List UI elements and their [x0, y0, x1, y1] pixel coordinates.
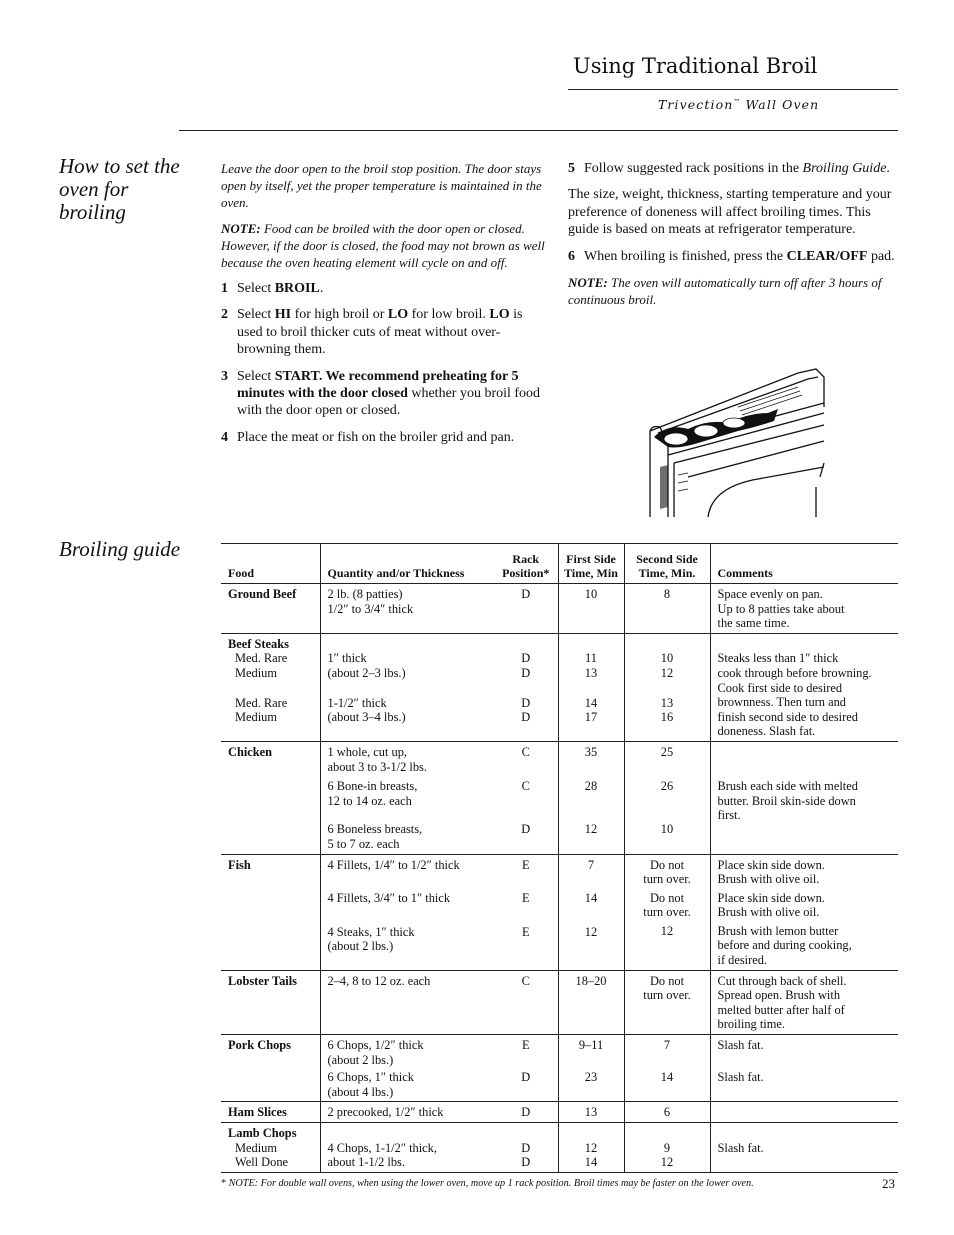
text: C	[521, 744, 530, 759]
table-cell	[558, 633, 624, 741]
table-cell	[221, 970, 320, 1034]
text: if desired.	[717, 953, 768, 968]
table-cell	[320, 741, 494, 854]
header-rule	[568, 89, 898, 90]
step-3: 3 Select START. We recommend preheating for 5 minutes with the door closed whether you broil food with the door open or closed.	[221, 368, 541, 419]
table-row	[221, 970, 898, 1034]
text: The oven will automatically turn off after 3 hours of continuous broil.	[568, 275, 882, 308]
text: 11	[585, 651, 597, 666]
text: Ham Slices	[228, 1105, 287, 1120]
text: 10	[660, 822, 674, 837]
table-row	[221, 633, 898, 741]
text: melted butter after half of	[717, 1002, 845, 1017]
step-6: 6 When broiling is finished, press the CLEAR/OFF pad.	[568, 248, 895, 264]
text: 17	[584, 710, 598, 725]
text: cook through before browning.	[717, 665, 872, 680]
text: (about 4 lbs.)	[327, 1084, 394, 1099]
table-cell	[710, 1102, 898, 1123]
page-subtitle: Trivection™ Wall Oven	[658, 97, 820, 112]
text: D	[521, 695, 531, 710]
text: first.	[717, 808, 741, 823]
table-cell	[221, 1102, 320, 1123]
text: about 3 to 3-1/2 lbs.	[327, 759, 427, 774]
text: doneness. Slash fat.	[717, 724, 816, 739]
text: 12	[660, 665, 674, 680]
footnote	[221, 1178, 861, 1189]
text: pad.	[867, 248, 895, 264]
text: 12	[660, 1155, 674, 1170]
table-cell	[320, 854, 494, 970]
text: 23	[584, 1069, 598, 1084]
table-cell: 6	[624, 1102, 710, 1123]
text: about 1-1/2 lbs.	[327, 1155, 405, 1170]
text: for high broil or	[291, 307, 388, 323]
step-2: 2 Select HI for high broil or LO for low broil. LO is used to broil thicker cuts of meat without over-browning them.	[221, 307, 523, 358]
table-cell: 2 precooked, 1/2″ thick	[320, 1102, 494, 1123]
text: Slash fat.	[717, 1140, 764, 1155]
text: 1	[221, 281, 228, 296]
text: Up to 8 patties take about	[717, 601, 845, 616]
text: Do not	[649, 973, 685, 988]
text: Slash fat.	[717, 1069, 764, 1084]
text: E	[521, 924, 530, 939]
text: Wall Oven	[740, 97, 820, 112]
col-header-second-side: Second Side Time, Min.	[624, 544, 710, 584]
text: Do not	[649, 857, 685, 872]
text: NOTE: For double wall ovens, when using the lower oven, move up 1 rack position. Broil times may be faster on the lower oven.	[226, 1178, 754, 1189]
text: butter. Broil skin-side down	[717, 793, 856, 808]
text: the same time.	[717, 616, 790, 631]
text: 12	[660, 923, 674, 938]
text: 7	[663, 1038, 671, 1053]
table-cell	[221, 1035, 320, 1102]
col-header-quantity: Quantity and/or Thickness	[320, 544, 494, 584]
text: Slash fat.	[717, 1038, 764, 1053]
table-row	[221, 1123, 898, 1173]
text: Cut through back of shell.	[717, 973, 847, 988]
text: (about 2–3 lbs.)	[327, 665, 406, 680]
text: 6 Chops, 1″ thick	[327, 1070, 414, 1085]
text: 1 whole, cut up,	[327, 744, 407, 759]
text: (about 3–4 lbs.)	[327, 710, 406, 725]
text: 7	[587, 857, 595, 872]
text: Pork Chops	[228, 1038, 291, 1053]
text: Food can be broiled with the door open or closed. However, if the door is closed, the food may not brown as well because the oven heating element will cycle on and off.	[221, 221, 545, 270]
page-title: Using Traditional Broil	[573, 54, 818, 78]
text: 10	[660, 651, 674, 666]
text: Select	[237, 368, 275, 384]
text: 4	[221, 429, 228, 445]
text: Spread open. Brush with	[717, 988, 841, 1003]
text: brownness. Then turn and	[717, 695, 846, 710]
table-cell: D	[494, 1102, 558, 1123]
text: Fish	[228, 857, 251, 872]
step-5: 5 Follow suggested rack positions in the Broiling Guide.	[568, 161, 890, 176]
text: E	[521, 857, 530, 872]
step-1: 1 Select BROIL.	[221, 281, 324, 296]
text: turn over.	[643, 988, 691, 1003]
text: turn over.	[643, 872, 691, 887]
text: 6 Boneless breasts,	[327, 822, 423, 837]
table-row	[221, 1035, 898, 1102]
text: 5 to 7 oz. each	[327, 836, 400, 851]
text: 4 Steaks, 1″ thick	[327, 924, 415, 939]
table-cell	[624, 854, 710, 970]
table-cell	[710, 854, 898, 970]
table-cell	[494, 633, 558, 741]
text: 14	[584, 695, 598, 710]
table-cell	[624, 633, 710, 741]
text: D	[521, 822, 531, 837]
food-name: Ground Beef	[228, 587, 297, 601]
table-cell	[558, 1035, 624, 1102]
text: 5	[568, 161, 575, 176]
text: 12	[584, 1140, 598, 1155]
table-row	[221, 741, 898, 854]
text: Steaks less than 1″ thick	[717, 651, 839, 666]
text: 4 Fillets, 3/4″ to 1″ thick	[327, 891, 451, 906]
table-cell	[494, 1035, 558, 1102]
text: D	[521, 665, 531, 680]
text: turn over.	[643, 905, 691, 920]
table-cell	[320, 1123, 494, 1173]
text: 3	[221, 368, 228, 384]
page-number: 23	[882, 1176, 895, 1191]
text: 9–11	[578, 1038, 604, 1053]
table-cell	[710, 1123, 898, 1173]
step-4	[221, 429, 551, 446]
text: Follow suggested rack positions in the	[584, 161, 803, 176]
text: broiling time.	[717, 1017, 785, 1032]
text: .	[886, 161, 890, 176]
text: 4 Fillets, 1/4″ to 1/2″ thick	[327, 857, 460, 872]
text: 2 lb. (8 patties)	[327, 587, 403, 601]
text: E	[521, 891, 530, 906]
table-cell	[320, 1035, 494, 1102]
col-header-food: Food	[221, 544, 320, 584]
table-cell: D	[494, 584, 558, 634]
text: 26	[660, 778, 674, 793]
text: 25	[660, 744, 674, 759]
broiling-guide-heading: Broiling guide	[59, 537, 181, 561]
text: Space evenly on pan.	[717, 587, 823, 601]
text: Select	[237, 307, 275, 323]
doneness-paragraph: The size, weight, thickness, starting temperature and your preference of doneness will affect broiling times. This guide is based on meats at refrigerator temperature.	[568, 187, 892, 238]
table-row	[221, 1102, 898, 1123]
table-cell	[624, 1035, 710, 1102]
table-cell: 13	[558, 1102, 624, 1123]
table-cell	[221, 854, 320, 970]
table-cell	[710, 741, 898, 854]
text: 4 Chops, 1-1/2″ thick,	[327, 1140, 437, 1155]
text: Medium	[235, 1140, 277, 1155]
text: Select	[237, 281, 275, 296]
text: is used to broil thicker cuts of meat without over-browning them.	[237, 307, 523, 358]
table-cell: 18–20	[558, 970, 624, 1034]
table-cell	[494, 854, 558, 970]
text: Med. Rare	[235, 651, 288, 666]
text: E	[521, 1038, 530, 1053]
text: 13	[660, 695, 674, 710]
note-2-paragraph: NOTE: The oven will automatically turn off after 3 hours of continuous broil.	[568, 275, 882, 308]
table-cell	[624, 1123, 710, 1173]
instructions-column-2	[568, 160, 898, 317]
table-cell	[221, 584, 320, 634]
text: Medium	[235, 665, 277, 680]
table-row	[221, 854, 898, 970]
col-header-rack: Rack Position*	[494, 544, 558, 584]
broiling-guide-table	[221, 543, 898, 1173]
text: *	[221, 1178, 227, 1189]
text: 35	[584, 744, 598, 759]
table-cell: 10	[558, 584, 624, 634]
table-cell	[558, 854, 624, 970]
text: D	[521, 1155, 531, 1170]
text: D	[521, 1140, 531, 1155]
text: 1-1/2″ thick	[327, 695, 387, 710]
table-cell	[710, 584, 898, 634]
instructions-column-1	[221, 160, 551, 455]
text: .	[319, 281, 324, 296]
text: whether you broil food with the door open or closed.	[237, 386, 541, 419]
table-cell	[494, 1123, 558, 1173]
table-cell: C	[494, 970, 558, 1034]
table-cell: 2–4, 8 to 12 oz. each	[320, 970, 494, 1034]
text: Brush with olive oil.	[717, 872, 820, 887]
note-paragraph: NOTE: Food can be broiled with the door open or closed. However, if the door is closed, the food may not brown as well because the oven heating element will cycle on and off.	[221, 221, 545, 270]
table-cell	[710, 970, 898, 1034]
text: 12 to 14 oz. each	[327, 793, 412, 808]
section-rule	[179, 130, 898, 131]
text: finish second side to desired	[717, 709, 858, 724]
text: (about 2 lbs.)	[327, 939, 394, 954]
text: Med. Rare	[235, 695, 288, 710]
text: for low broil.	[408, 307, 490, 323]
text: D	[521, 651, 531, 666]
text: Brush with olive oil.	[717, 905, 820, 920]
table-row	[221, 584, 898, 634]
text: When broiling is finished, press the	[584, 248, 787, 264]
text: D	[521, 710, 531, 725]
text: 13	[584, 665, 598, 680]
table-cell	[221, 1123, 320, 1173]
text: Chicken	[228, 744, 273, 759]
text: 1″ thick	[327, 651, 367, 666]
text: Brush with lemon butter	[717, 923, 839, 938]
text: (about 2 lbs.)	[327, 1052, 394, 1067]
text: 9	[663, 1140, 671, 1155]
text: Lamb Chops	[228, 1126, 297, 1140]
table-cell	[320, 584, 494, 634]
table-cell	[221, 633, 320, 741]
text: before and during cooking,	[717, 938, 852, 953]
intro-text: Leave the door open to the broil stop position. The door stays open by itself, yet the proper temperature is maintained in the oven.	[221, 161, 542, 210]
table-cell: 8	[624, 584, 710, 634]
how-to-heading: How to set the oven for broiling	[59, 154, 180, 224]
text: Lobster Tails	[228, 973, 297, 988]
text: 6 Chops, 1/2″ thick	[327, 1038, 424, 1053]
table-cell	[320, 633, 494, 741]
text: 14	[660, 1069, 674, 1084]
table-cell	[558, 1123, 624, 1173]
text: Place the meat or fish on the broiler grid and pan.	[237, 429, 515, 445]
table-cell	[221, 741, 320, 854]
text: Place skin side down.	[717, 890, 825, 905]
text: 6 Bone-in breasts,	[327, 779, 418, 794]
table-cell	[494, 741, 558, 854]
col-header-first-side: First Side Time, Min	[558, 544, 624, 584]
text: Do not	[649, 890, 685, 905]
text: 1/2″ to 3/4″ thick	[327, 601, 414, 616]
text: D	[521, 1069, 531, 1084]
text: Cook first side to desired	[717, 680, 843, 695]
text: C	[521, 778, 530, 793]
text: Place skin side down.	[717, 857, 825, 872]
col-header-comments: Comments	[710, 544, 898, 584]
text: 28	[584, 778, 598, 793]
text: 14	[584, 891, 598, 906]
text: Well Done	[235, 1155, 289, 1170]
text: 12	[584, 924, 598, 939]
text: 6	[568, 248, 575, 264]
text: Trivection	[658, 97, 734, 112]
text: Beef Steaks	[228, 636, 289, 651]
text: Brush each side with melted	[717, 778, 858, 793]
table-cell	[710, 633, 898, 741]
table-cell	[624, 741, 710, 854]
table-cell	[624, 970, 710, 1034]
text: 16	[660, 710, 674, 725]
text: 2	[221, 307, 228, 323]
text: Medium	[235, 710, 277, 725]
table-cell	[710, 1035, 898, 1102]
text: 12	[584, 822, 598, 837]
oven-door-illustration	[648, 367, 826, 519]
text: 14	[584, 1155, 598, 1170]
table-cell	[558, 741, 624, 854]
table-header-row	[221, 544, 898, 584]
